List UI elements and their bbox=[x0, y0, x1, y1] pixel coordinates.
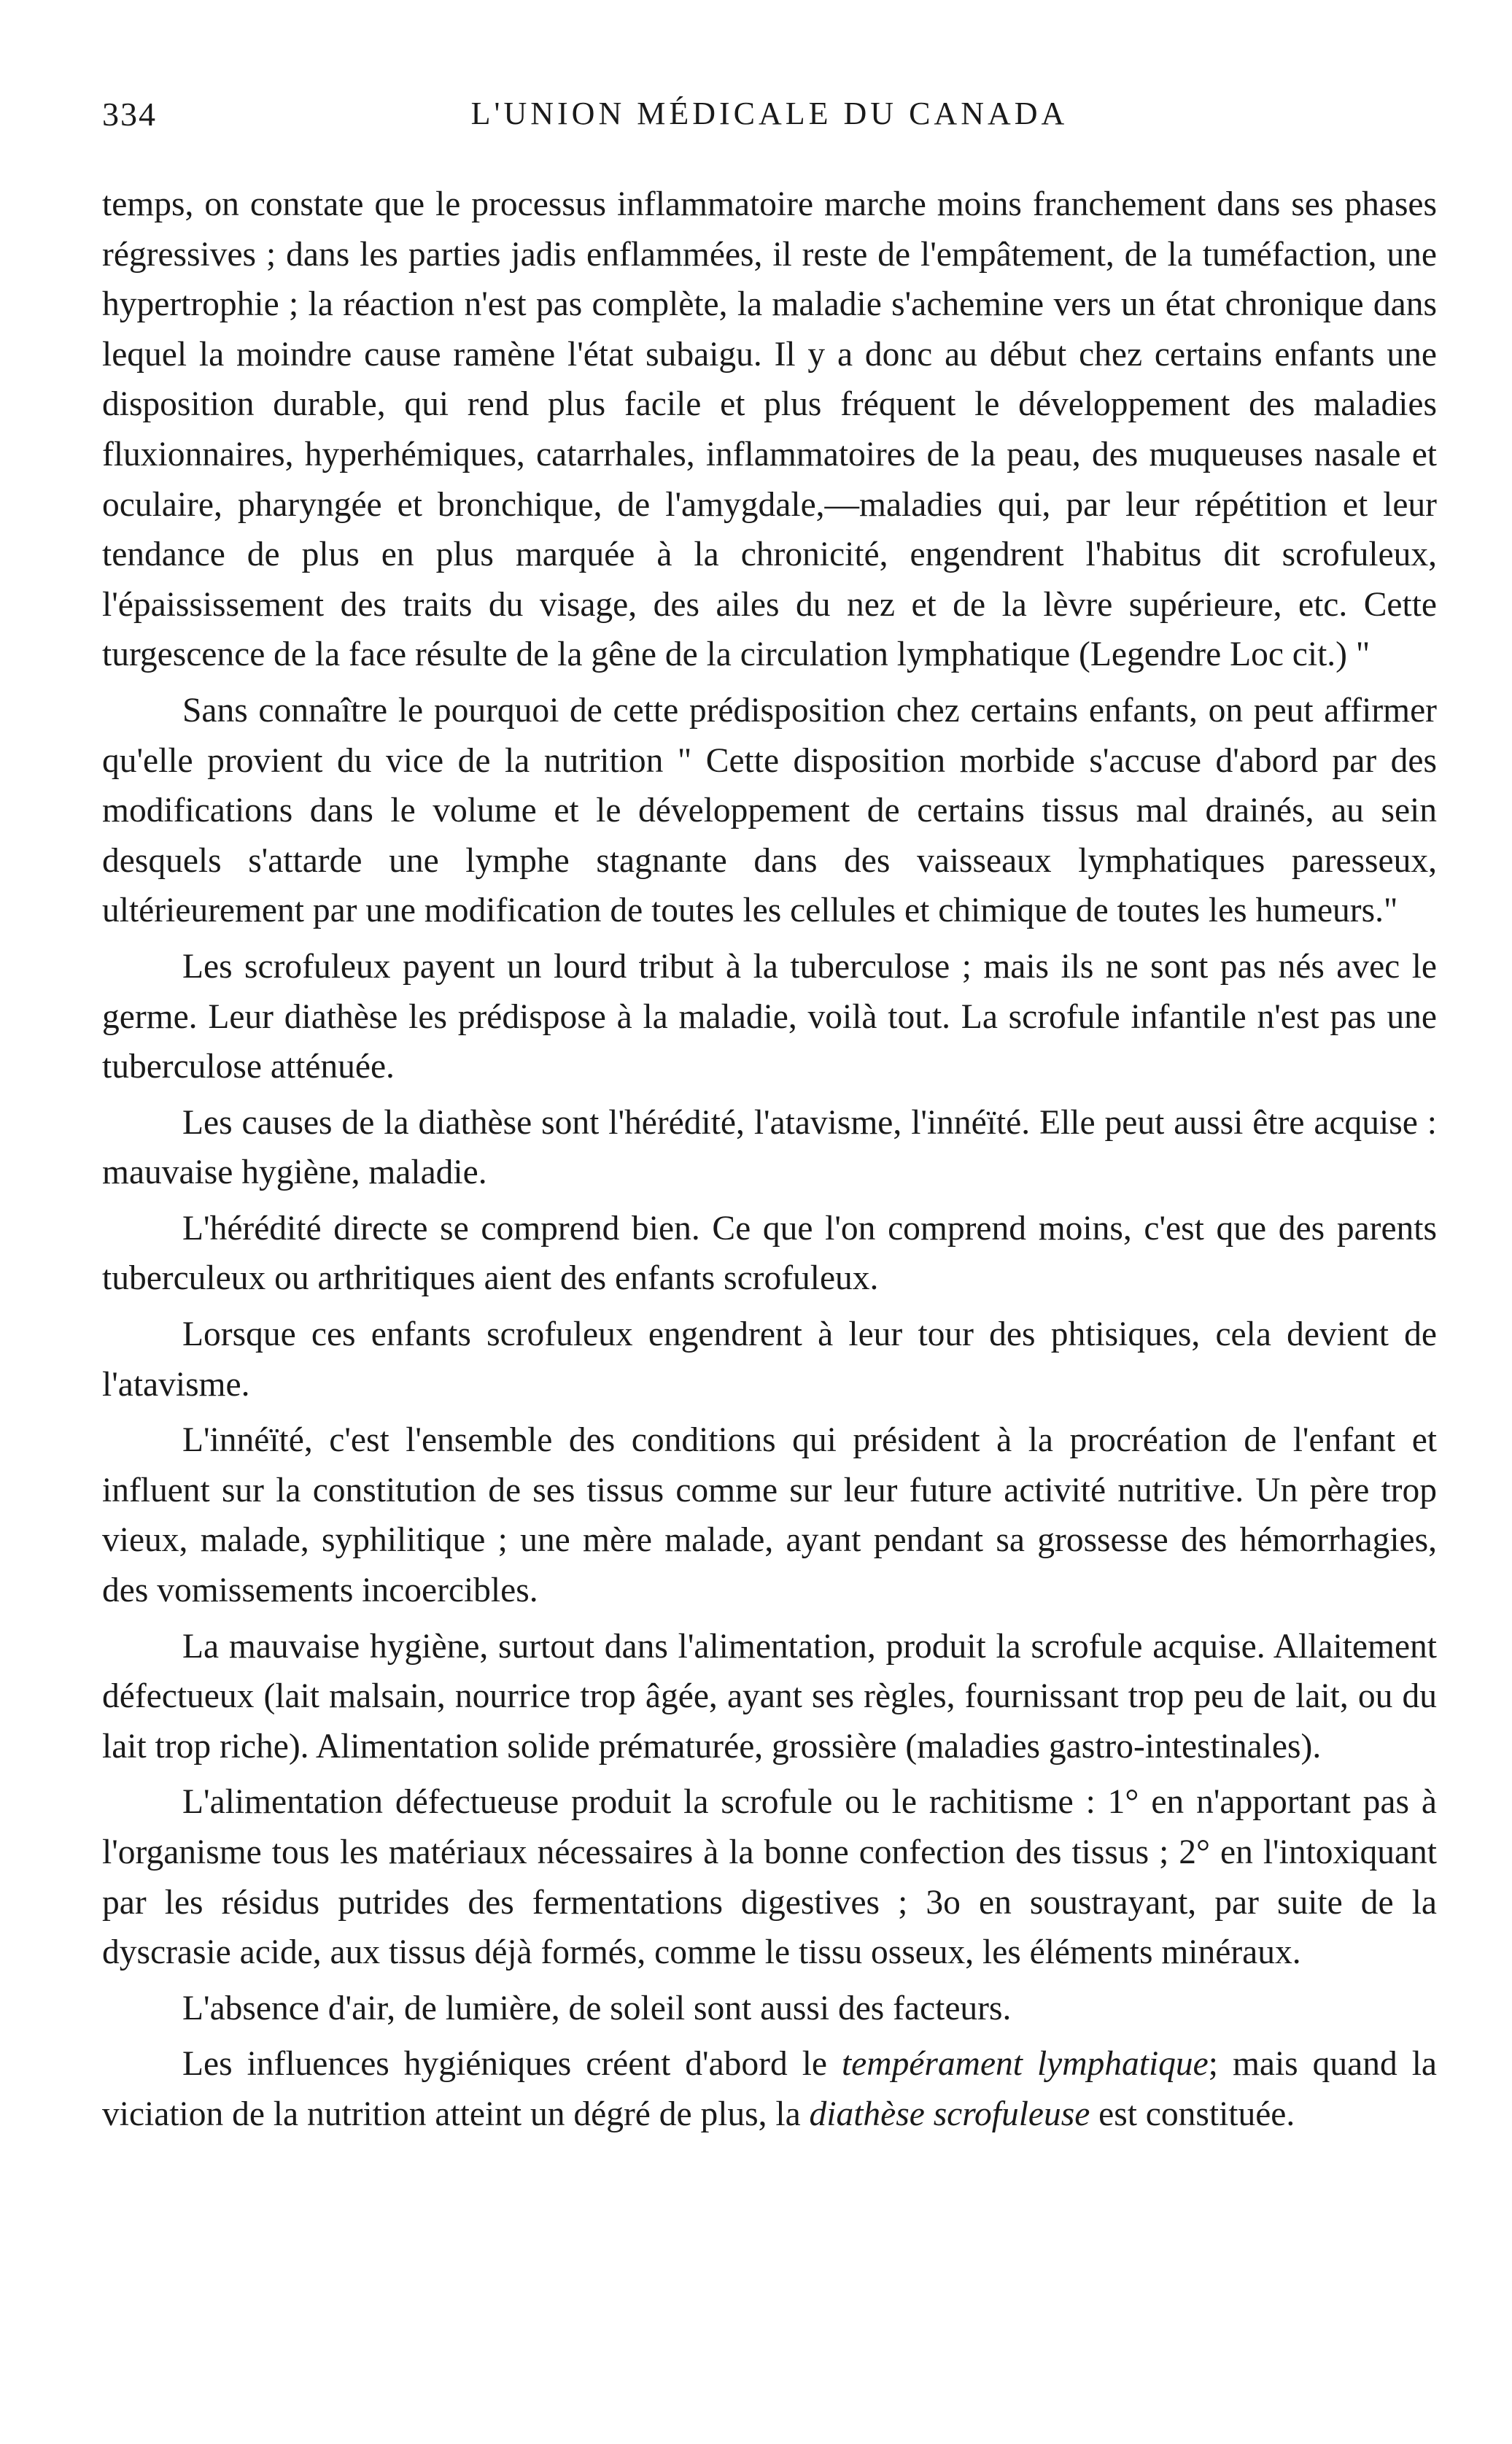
paragraph-11 bbox=[102, 2039, 1437, 2139]
page-number: 334 bbox=[102, 96, 157, 133]
paragraph-7: L'innéïté, c'est l'ensemble des conditions qui président à la procréation de l'enfant et influent sur la constitution de ses tissus comme sur leur future activité nutritive. Un père trop vieux, malade, syphilitique ; une mère malade, ayant pendant sa grossesse des hémorrhagies, des vomissements incoercibles. bbox=[102, 1421, 1437, 1610]
paragraph-10: L'absence d'air, de lumière, de soleil sont aussi des facteurs. bbox=[182, 1989, 1012, 2027]
paragraph-9: L'alimentation défectueuse produit la scrofule ou le rachitisme : 1° en n'apportant pas à l'organisme tous les matériaux nécessaires à la bonne confection des tissus ; 2° en l'intoxiquant par les résidus putrides des fermentations digestives ; 3o en soustrayant, par suite de la dyscrasie acide, aux tissus déjà formés, comme le tissu osseux, les éléments minéraux. bbox=[102, 1783, 1437, 1972]
document-page bbox=[102, 88, 1437, 2378]
paragraph-4: Les causes de la diathèse sont l'hérédité, l'atavisme, l'innéïté. Elle peut aussi être acquise : mauvaise hygiène, maladie. bbox=[102, 1103, 1437, 1192]
running-head: L'UNION MÉDICALE DU CANADA bbox=[470, 96, 1069, 131]
term-diathese-scrofuleuse: diathèse scrofuleuse bbox=[809, 2095, 1090, 2133]
paragraph-2: Sans connaître le pourquoi de cette prédisposition chez certains enfants, on peut affirmer qu'elle provient du vice de la nutrition " Cette disposition morbide s'accuse d'abord par des modifications dans le volume et le développement de certains tissus mal drainés, au sein desquels s'attarde une lymphe stagnante dans des vaisseaux lymphatiques paresseux, ultérieurement par une modification de toutes les cellules et chimique de toutes les humeurs." bbox=[102, 691, 1437, 930]
paragraph-11-before: Les influences hygiéniques créent d'abord le bbox=[182, 2045, 842, 2084]
paragraph-11-middle: ; mais quand la viciation de la nutrition atteint un dégré de plus, la bbox=[102, 2045, 1437, 2133]
paragraph-1: temps, on constate que le processus inflammatoire marche moins franchement dans ses phases régressives ; dans les parties jadis enflammées, il reste de l'empâtement, de la tuméfaction, une hypertrophie ; la réaction n'est pas complète, la maladie s'achemine vers un état chronique dans lequel la moindre cause ramène l'état subaigu. Il y a donc au début chez certains enfants une disposition durable, qui rend plus facile et plus fréquent le développement des maladies fluxionnaires, hyperhémiques, catarrhales, inflammatoires de la peau, des muqueuses nasale et oculaire, pharyngée et bronchique, de l'amygdale,—maladies qui, par leur répétition et leur tendance de plus en plus marquée à la chronicité, engendrent l'habitus dit scrofuleux, l'épaississement des traits du visage, des ailes du nez et de la lèvre supérieure, etc. Cette turgescence de la face résulte de la gêne de la circulation lymphatique (Legendre Loc cit.) " bbox=[102, 185, 1437, 674]
paragraph-5: L'hérédité directe se comprend bien. Ce que l'on comprend moins, c'est que des parents tuberculeux ou arthritiques aient des enfants scrofuleux. bbox=[102, 1209, 1437, 1298]
paragraph-6: Lorsque ces enfants scrofuleux engendrent à leur tour des phtisiques, cela devient de l'atavisme. bbox=[102, 1315, 1437, 1404]
page-header bbox=[102, 88, 1437, 153]
body-text bbox=[102, 179, 1437, 2140]
paragraph-8: La mauvaise hygiène, surtout dans l'alimentation, produit la scrofule acquise. Allaitement défectueux (lait malsain, nourrice trop âgée, ayant ses règles, fournissant trop peu de lait, ou du lait trop riche). Alimentation solide prématurée, grossière (maladies gastro-intestinales). bbox=[102, 1627, 1437, 1766]
paragraph-3: Les scrofuleux payent un lourd tribut à la tuberculose ; mais ils ne sont pas nés avec le germe. Leur diathèse les prédispose à la maladie, voilà tout. La scrofule infantile n'est pas une tuberculose atténuée. bbox=[102, 947, 1437, 1086]
paragraph-11-after: est constituée. bbox=[1090, 2095, 1295, 2133]
term-temperament-lymphatique: tempérament lymphatique bbox=[841, 2045, 1209, 2084]
